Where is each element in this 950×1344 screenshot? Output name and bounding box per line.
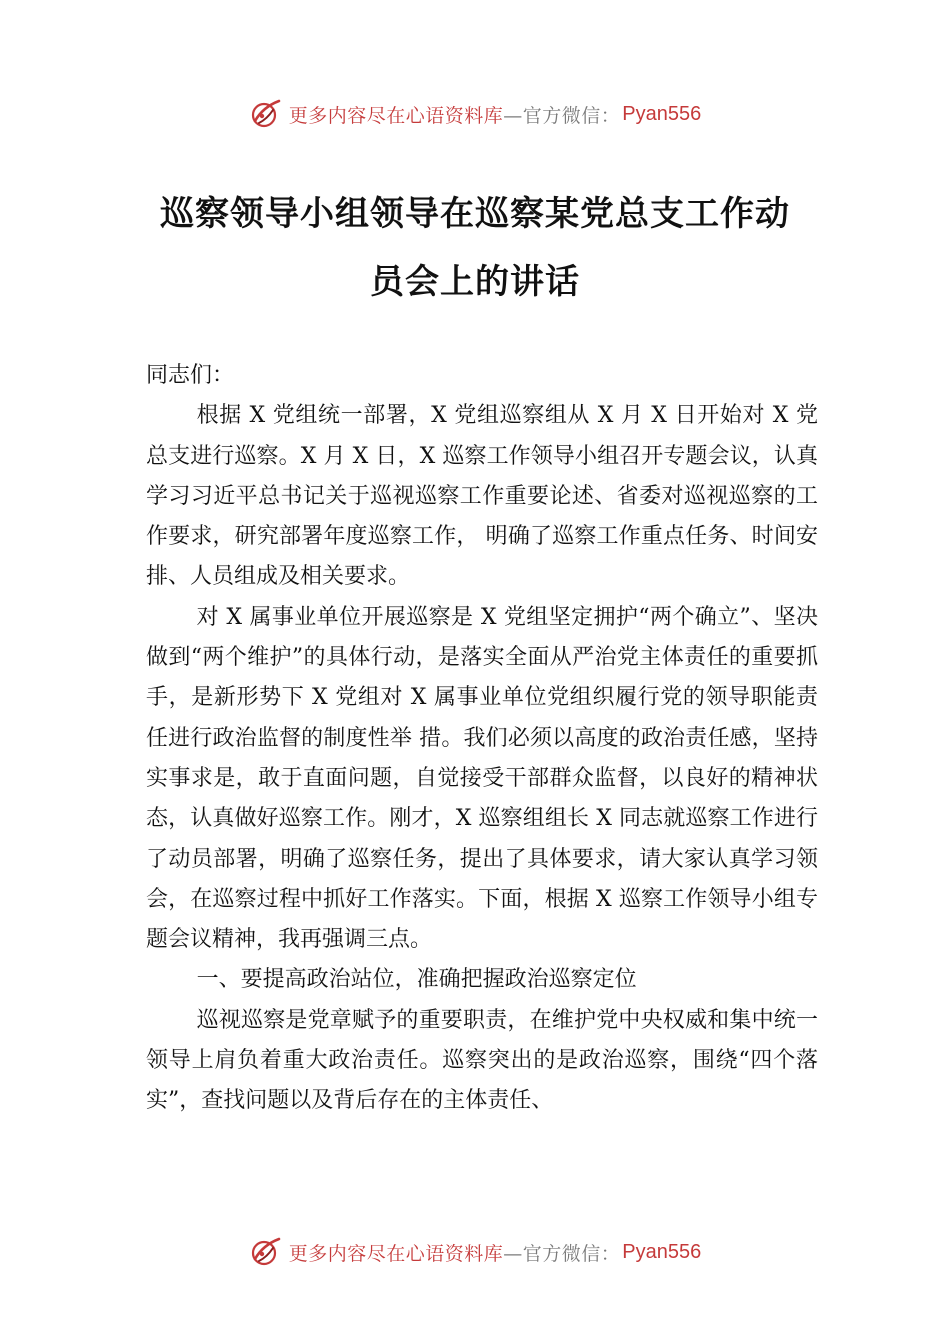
- banner-main-text: 更多内容尽在心语资料库: [288, 104, 504, 127]
- banner-wechat-id: Pyan556: [622, 1240, 702, 1263]
- banner-main-text: 更多内容尽在心语资料库: [288, 1242, 504, 1265]
- section-heading-1: 一、要提高政治站位，准确把握政治巡察定位: [196, 967, 637, 993]
- brush-logo-icon: [249, 97, 283, 131]
- paragraph-3: 巡视巡察是党章赋予的重要职责，在维护党中央权威和集中统一领导上肩负着重大政治责任。巡察突出的是政治巡察，围绕“四个落实”，查找问题以及背后存在的主体责任、: [146, 1007, 818, 1114]
- banner-sub-text: —官方微信：: [503, 104, 621, 127]
- banner-wechat-id: Pyan556: [622, 102, 702, 125]
- banner-sub-text: —官方微信：: [503, 1242, 621, 1265]
- footer-banner: [0, 1232, 950, 1272]
- paragraph-1: 根据 X 党组统一部署，X 党组巡察组从 X 月 X 日开始对 X 党总支进行巡察。X 月 X 日，X 巡察工作领导小组召开专题会议，认真学习习近平总书记关于巡视巡察工作重要论述、省委对巡视巡察的工作要求，研究部署年度巡察工作， 明确了巡察工作重点任务、时间安排、人员组成及相关要求。: [146, 403, 818, 590]
- document-title-line-2: 员会上的讲话: [370, 262, 580, 302]
- document-title-line-1: 巡察领导小组领导在巡察某党总支工作动: [160, 194, 790, 234]
- brush-logo-icon: [249, 1235, 283, 1269]
- document-body: [146, 356, 818, 1122]
- paragraph-2: 对 X 属事业单位开展巡察是 X 党组坚定拥护“两个确立”、坚决做到“两个维护”的具体行动，是落实全面从严治党主体责任的重要抓手，是新形势下 X 党组对 X 属事业单位党组织履行党的领导职能责任进行政治监督的制度性举 措。我们必须以高度的政治责任感，坚持实事求是，敢于直面问题，自觉接受干部群众监督，以良好的精神状态，认真做好巡察工作。刚才，X 巡察组组长 X 同志就巡察工作进行了动员部署，明确了巡察任务，提出了具体要求，请大家认真学习领会，在巡察过程中抓好工作落实。下面，根据 X 巡察工作领导小组专题会议精神，我再强调三点。: [146, 604, 818, 953]
- salutation: 同志们：: [146, 363, 235, 388]
- header-banner: [0, 94, 950, 134]
